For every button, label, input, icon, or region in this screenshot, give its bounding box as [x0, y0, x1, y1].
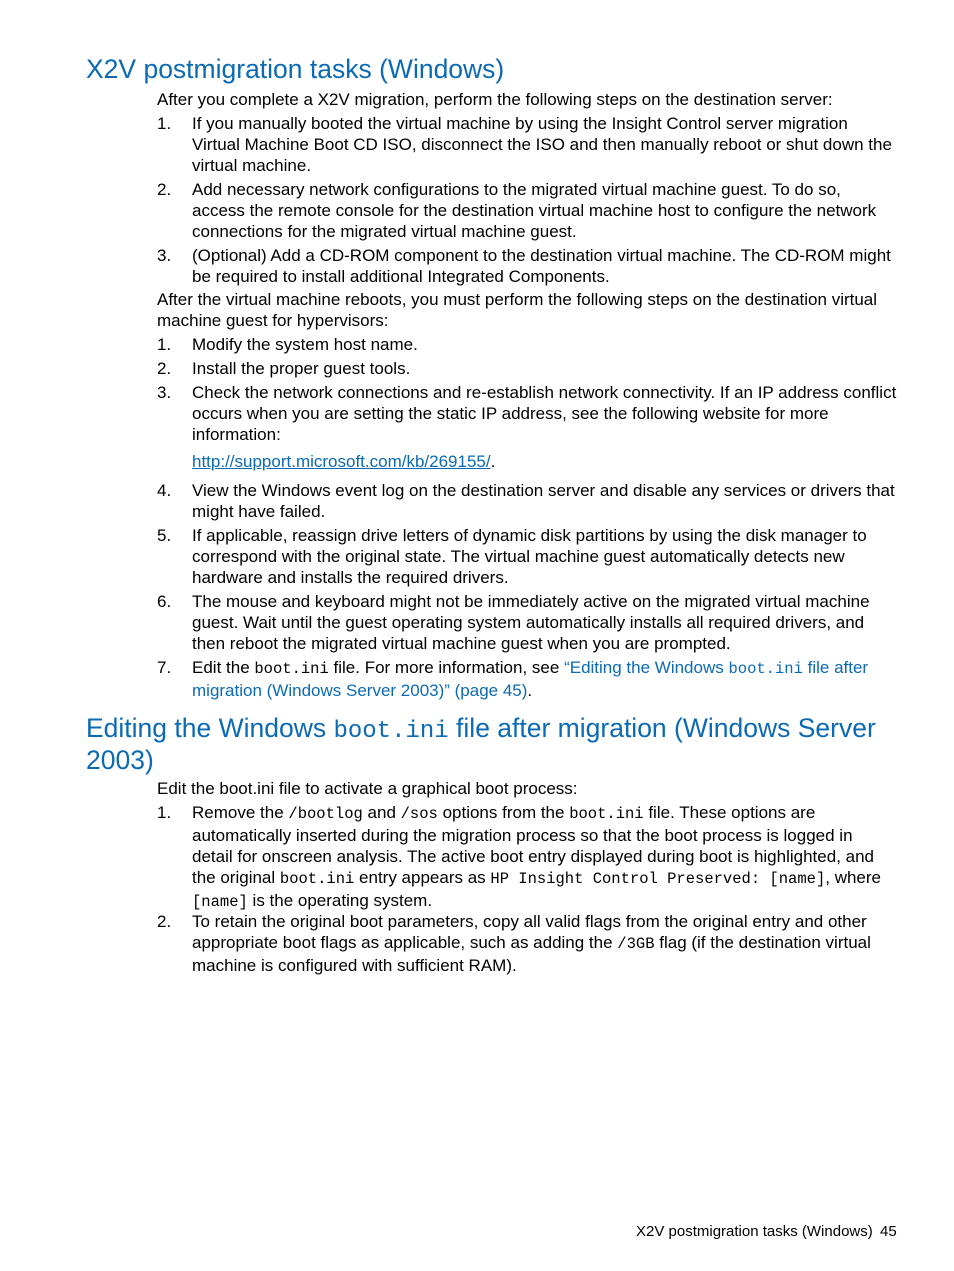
- code-3gb: /3GB: [617, 935, 655, 953]
- link-code: boot.ini: [728, 660, 803, 678]
- code-bootlog: /bootlog: [288, 805, 363, 823]
- title-code: boot.ini: [333, 718, 449, 745]
- list-number: 2.: [157, 180, 172, 199]
- text-run: Remove the: [192, 803, 289, 822]
- text-run: and: [362, 803, 401, 822]
- after-reboot-paragraph: After the virtual machine reboots, you must perform the following steps on the destination virtual machine guest for hypervisors:: [157, 290, 878, 330]
- text-run: flag (if the destination virtual machine is configured with sufficient RAM).: [192, 933, 871, 975]
- list-number: 7.: [157, 658, 172, 677]
- list-text: [192, 802, 897, 913]
- list-text: [192, 911, 897, 976]
- list-text: If applicable, reassign drive letters of dynamic disk partitions by using the disk manager to correspond with the original state. The virtual machine guest automatically detects new hardware and installs the required drivers.: [192, 526, 867, 587]
- text-run: file. These options are automatically inserted during the migration process so that the boot process is logged in detail for onscreen analysis. The active boot entry displayed during boot is highlighted, and the original: [192, 803, 875, 887]
- url-suffix: .: [490, 452, 496, 471]
- list-text: Modify the system host name.: [192, 335, 418, 354]
- list-number: 3.: [157, 383, 172, 402]
- text-run: is the operating system.: [247, 891, 433, 910]
- title-text: Editing the Windows: [86, 713, 334, 743]
- footer-page-number: 45: [880, 1223, 897, 1240]
- text-run: entry appears as: [354, 868, 491, 887]
- code-boot-ini: boot.ini: [569, 805, 644, 823]
- code-preserved-entry: HP Insight Control Preserved: [name]: [490, 870, 826, 888]
- section-title-postmigration: X2V postmigration tasks (Windows): [86, 54, 505, 84]
- list-number: 3.: [157, 246, 172, 265]
- list-text: (Optional) Add a CD-ROM component to the destination virtual machine. The CD-ROM might be required to install additional Integrated Components.: [192, 246, 891, 286]
- list-text: The mouse and keyboard might not be immediately active on the migrated virtual machine guest. Wait until the guest operating system automatically installs all required drivers, and then reboot the migrated virtual machine guest when you are prompted.: [192, 592, 870, 653]
- footer-title: X2V postmigration tasks (Windows): [636, 1223, 873, 1240]
- text-run: , where: [825, 868, 881, 887]
- list-text: Check the network connections and re-establish network connectivity. If an IP address conflict occurs when you are setting the static IP address, see the following website for more information:: [192, 383, 897, 444]
- text-run: Edit the: [192, 658, 255, 677]
- list-number: 2.: [157, 359, 172, 378]
- text-run: file. For more information, see: [328, 658, 565, 677]
- code-name: [name]: [192, 893, 248, 911]
- intro-paragraph: After you complete a X2V migration, perform the following steps on the destination server:: [157, 90, 833, 109]
- link-text: file after migration (Windows Server 2003)” (page 45): [192, 658, 869, 700]
- list-number: 4.: [157, 481, 172, 500]
- text-run: options from the: [437, 803, 570, 822]
- list-number: 2.: [157, 912, 172, 931]
- list-text: If you manually booted the virtual machine by using the Insight Control server migration Virtual Machine Boot CD ISO, disconnect the ISO and then manually reboot or shut down the virtual machine.: [192, 114, 892, 175]
- list-number: 1.: [157, 335, 172, 354]
- url-line: [192, 451, 892, 472]
- section-title-editing-boot-ini: [86, 714, 886, 774]
- link-text: “Editing the Windows: [564, 658, 729, 677]
- list-text: [192, 657, 897, 701]
- code-boot-ini: boot.ini: [279, 870, 355, 888]
- list-text: Add necessary network configurations to the migrated virtual machine guest. To do so, access the remote console for the destination virtual machine host to configure the network connections for the migrated virtual machine guest.: [192, 180, 877, 241]
- edit-intro-paragraph: Edit the boot.ini file to activate a graphical boot process:: [157, 779, 578, 798]
- list-number: 5.: [157, 526, 172, 545]
- text-run: .: [527, 681, 533, 700]
- text-run: To retain the original boot parameters, copy all valid flags from the original entry and other appropriate boot flags as applicable, such as adding the: [192, 912, 867, 952]
- microsoft-kb-link[interactable]: http://support.microsoft.com/kb/269155/: [192, 452, 491, 471]
- code-sos: /sos: [400, 805, 438, 823]
- code-boot-ini: boot.ini: [254, 660, 329, 678]
- list-number: 1.: [157, 114, 172, 133]
- list-text: View the Windows event log on the destination server and disable any services or drivers that might have failed.: [192, 481, 895, 521]
- title-text: file after migration (Windows Server 2003): [86, 713, 876, 775]
- list-text: Install the proper guest tools.: [192, 359, 411, 378]
- list-number: 1.: [157, 803, 172, 822]
- list-number: 6.: [157, 592, 172, 611]
